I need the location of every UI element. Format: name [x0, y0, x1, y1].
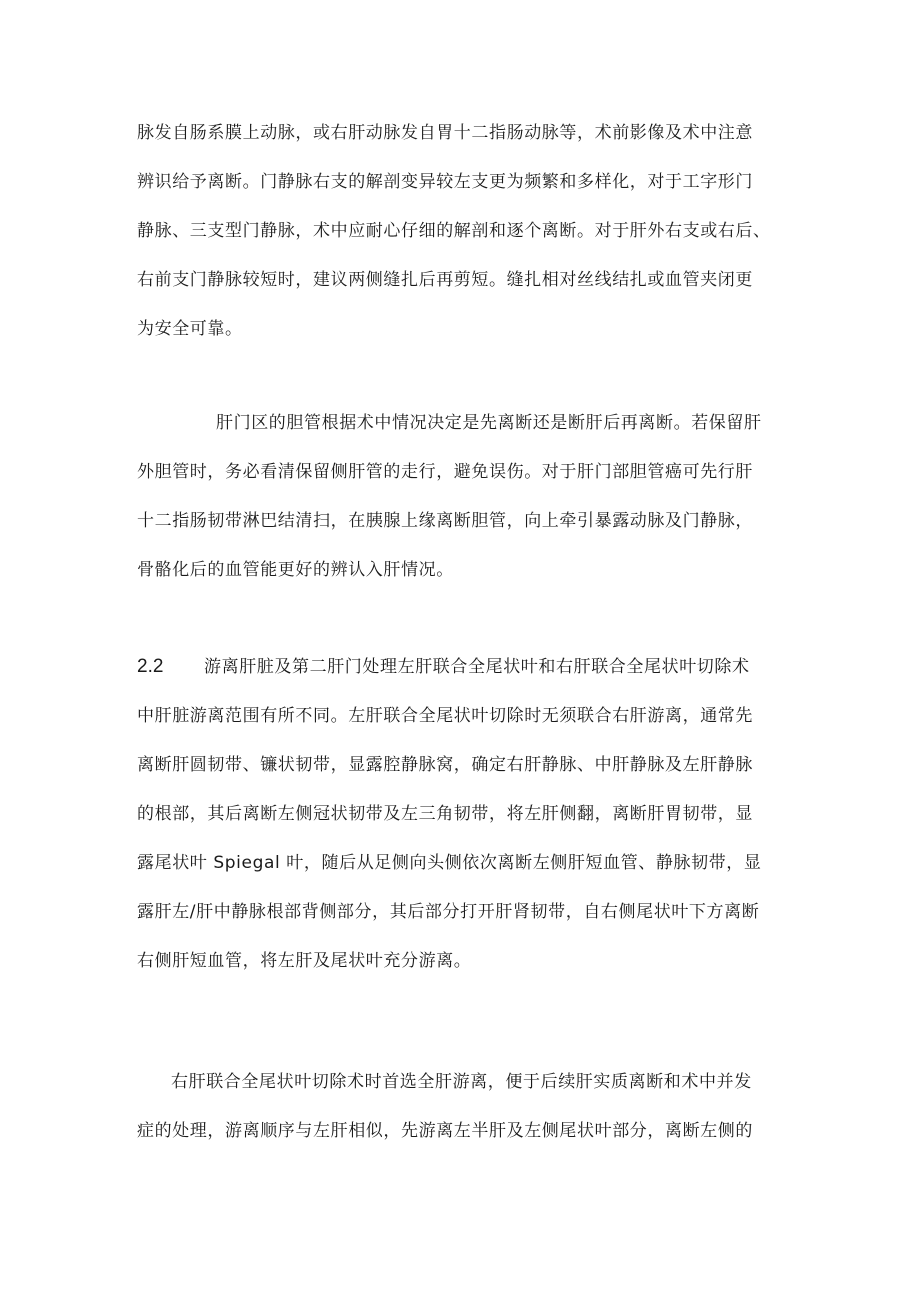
text-line: 右侧肝短血管，将左肝及尾状叶充分游离。 [137, 951, 472, 971]
text-line: 脉发自肠系膜上动脉，或右肝动脉发自胃十二指肠动脉等，术前影像及术中注意 [137, 123, 753, 143]
text-line: 辨识给予离断。门静脉右支的解剖变异较左支更为频繁和多样化，对于工字形门 [137, 172, 753, 192]
text-line: 右前支门静脉较短时，建议两侧缝扎后再剪短。缝扎相对丝线结扎或血管夹闭更 [137, 270, 753, 290]
text-line: 的根部，其后离断左侧冠状韧带及左三角韧带，将左肝侧翻，离断肝胃韧带，显 [137, 804, 753, 824]
text-line: 骨骼化后的血管能更好的辨认入肝情况。 [137, 560, 454, 580]
text-line: 肝门区的胆管根据术中情况决定是先离断还是断肝后再离断。若保留肝 [216, 413, 762, 433]
text-line: 中肝脏游离范围有所不同。左肝联合全尾状叶切除时无须联合右肝游离，通常先 [137, 706, 753, 726]
section-heading-line [137, 655, 750, 679]
text-line: 右肝联合全尾状叶切除术时首选全肝游离，便于后续肝实质离断和术中并发 [171, 1072, 752, 1092]
text-line: 外胆管时，务必看清保留侧肝管的走行，避免误伤。对于肝门部胆管癌可先行肝 [137, 462, 753, 482]
text-line: 离断肝圆韧带、镰状韧带，显露腔静脉窝，确定右肝静脉、中肝静脉及左肝静脉 [137, 755, 753, 775]
text-line: 十二指肠韧带淋巴结清扫，在胰腺上缘离断胆管，向上牵引暴露动脉及门静脉， [137, 511, 753, 531]
section-number: 2.2 [137, 656, 164, 677]
text-line: 静脉、三支型门静脉，术中应耐心仔细的解剖和逐个离断。对于肝外右支或右后、 [137, 221, 771, 241]
text-line: 为安全可靠。 [137, 319, 243, 339]
text-line: 露尾状叶 Spiegal 叶，随后从足侧向头侧依次离断左侧肝短血管、静脉韧带，显 [137, 853, 762, 873]
text-line: 症的处理，游离顺序与左肝相似，先游离左半肝及左侧尾状叶部分，离断左侧的 [137, 1121, 753, 1141]
text-line: 露肝左/肝中静脉根部背侧部分，其后部分打开肝肾韧带，自右侧尾状叶下方离断 [137, 902, 760, 922]
text-line: 游离肝脏及第二肝门处理左肝联合全尾状叶和右肝联合全尾状叶切除术 [204, 657, 750, 677]
